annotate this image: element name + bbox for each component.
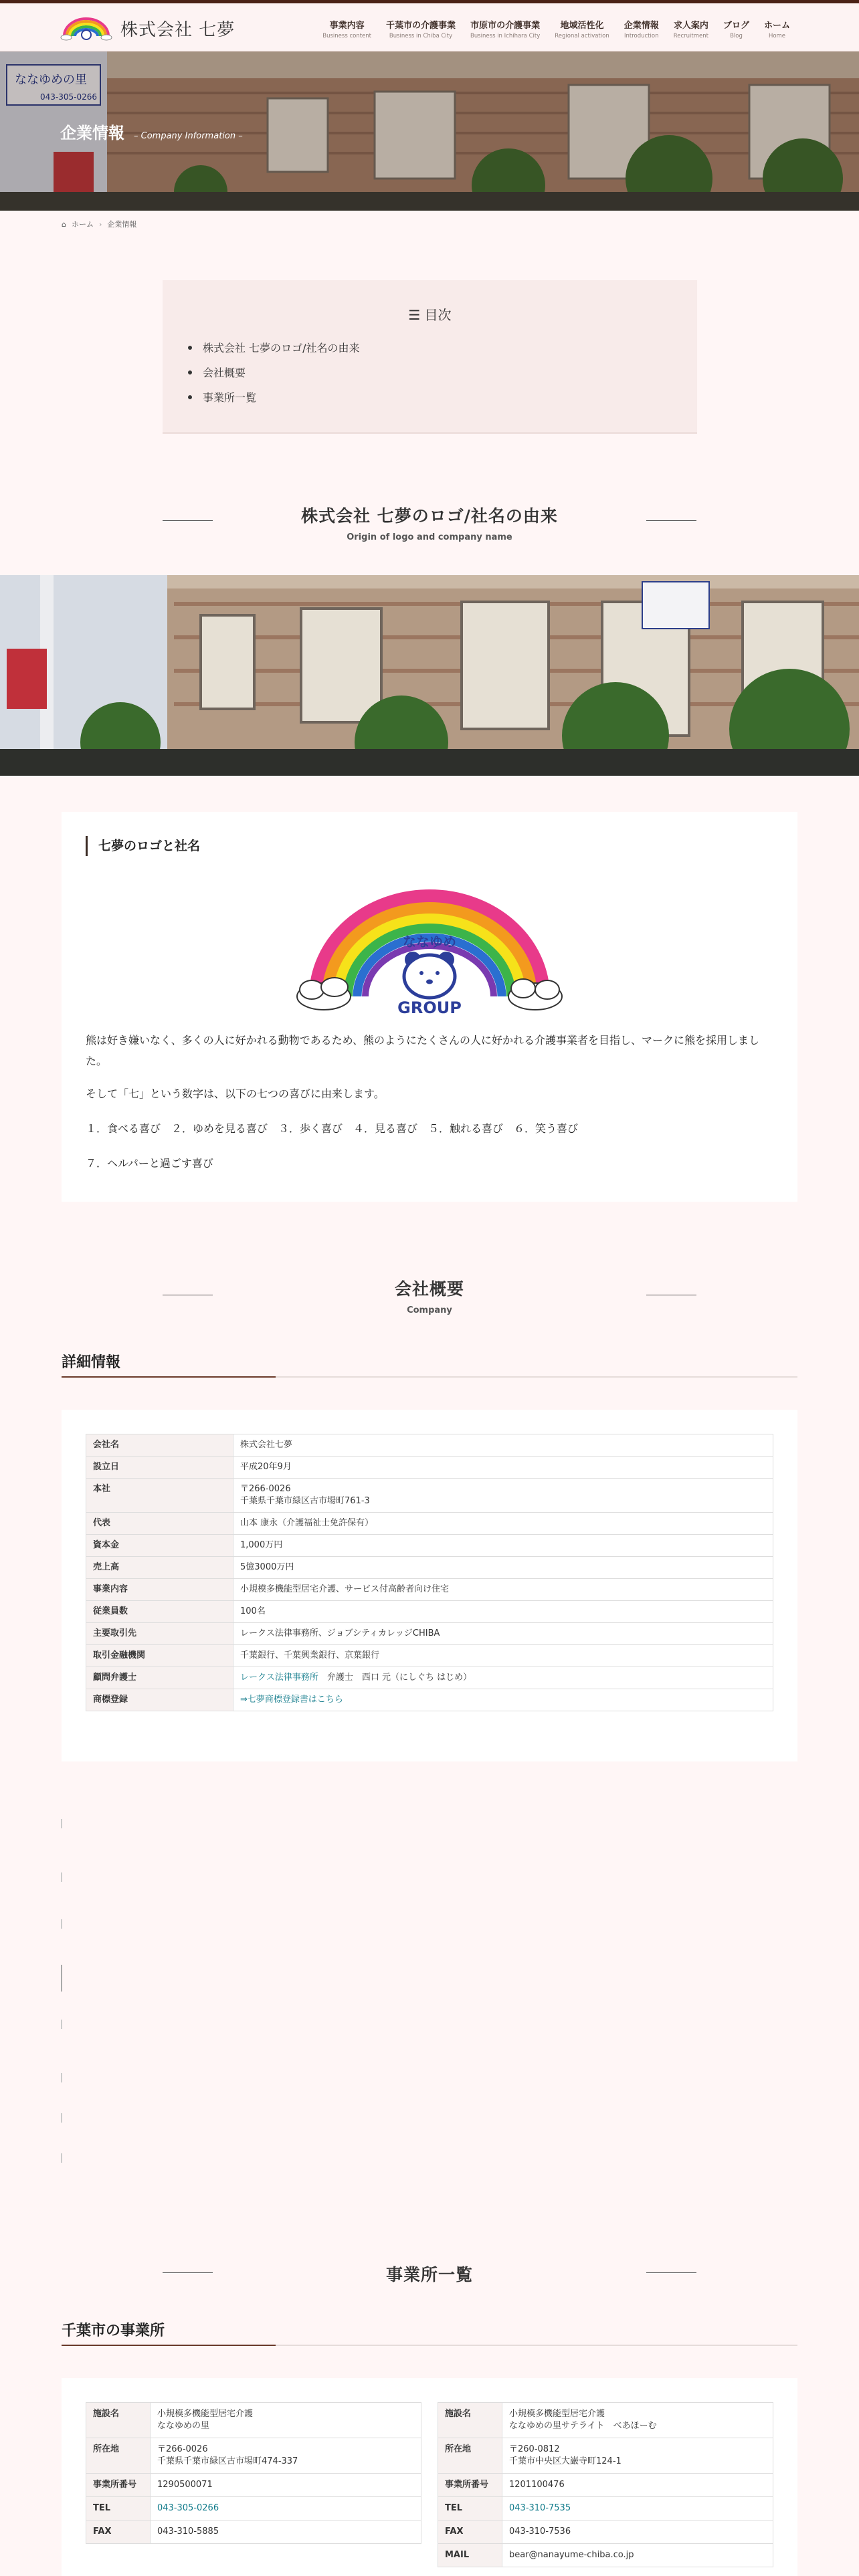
table-row xyxy=(438,2520,773,2544)
hero-title xyxy=(60,120,243,143)
origin-paragraph: ７．ヘルパーと過ごす喜び xyxy=(86,1157,213,1170)
table-row xyxy=(86,1579,773,1601)
row-label: 資本金 xyxy=(86,1535,233,1557)
section-heading-company xyxy=(0,1276,859,1315)
row-value: 千葉銀行、千葉興業銀行、京葉銀行 xyxy=(233,1645,773,1667)
company-info-table xyxy=(86,1434,773,1711)
table-row xyxy=(86,2497,421,2520)
row-value xyxy=(233,1667,773,1689)
facility-name: ななゆめの里サテライト べあほーむ xyxy=(509,2421,657,2431)
row-value: 043-310-5885 xyxy=(151,2520,421,2544)
home-icon[interactable]: ⌂ xyxy=(62,219,66,229)
row-value: 043-310-7536 xyxy=(502,2520,773,2544)
nav-sub-label: Blog xyxy=(730,33,743,39)
row-label: 主要取引先 xyxy=(86,1623,233,1645)
phone-link[interactable]: 043-305-0266 xyxy=(157,2503,219,2513)
row-label: 事業所番号 xyxy=(86,2474,151,2497)
row-value: 100名 xyxy=(233,1601,773,1623)
toc-item[interactable] xyxy=(188,385,359,409)
nav-item-blog[interactable] xyxy=(716,15,757,42)
row-value: 1201100476 xyxy=(502,2474,773,2497)
section-subtitle: Origin of logo and company name xyxy=(347,532,512,542)
row-label: 会社名 xyxy=(86,1434,233,1457)
table-row xyxy=(438,2438,773,2474)
origin-paragraph: １．食べる喜び ２．ゆめを見る喜び ３．歩く喜び ４．見る喜び ５．触れる喜び ６．笑う喜び xyxy=(86,1122,579,1135)
table-row xyxy=(86,2438,421,2474)
nav-sub-label: Business in Chiba City xyxy=(389,33,453,39)
postal-code: 〒266-0026 xyxy=(157,2444,208,2454)
row-label: 取引金融機関 xyxy=(86,1645,233,1667)
table-row xyxy=(86,1457,773,1479)
table-row xyxy=(86,1513,773,1535)
building-photo xyxy=(0,575,859,776)
nav-label: 地域活性化 xyxy=(560,21,604,31)
table-row xyxy=(438,2544,773,2567)
hero-title-en: – Company Information – xyxy=(134,131,243,141)
nav-label: 企業情報 xyxy=(624,21,659,31)
section-heading-origin xyxy=(0,503,859,542)
list-icon: ☰ xyxy=(408,307,425,323)
row-label: 本社 xyxy=(86,1479,233,1513)
row-label: 事業所番号 xyxy=(438,2474,502,2497)
row-label: 売上高 xyxy=(86,1557,233,1579)
company-details-card xyxy=(62,1410,797,1761)
origin-paragraph: そして「七」という数字は、以下の七つの喜びに由来します。 xyxy=(86,1087,385,1100)
row-value: 株式会社七夢 xyxy=(233,1434,773,1457)
table-row xyxy=(86,1667,773,1689)
table-row xyxy=(86,1535,773,1557)
row-label: 所在地 xyxy=(438,2438,502,2474)
section-subtitle: Company xyxy=(407,1305,452,1315)
row-label: FAX xyxy=(86,2520,151,2544)
heading-rule xyxy=(62,2345,797,2346)
toc-item[interactable] xyxy=(188,335,359,360)
breadcrumb-home[interactable]: ホーム xyxy=(71,220,94,229)
origin-card xyxy=(62,812,797,1202)
nav-label: 千葉市の介護事業 xyxy=(386,21,456,31)
toc-item[interactable] xyxy=(188,360,359,385)
toc-list xyxy=(188,335,359,409)
row-label: 商標登録 xyxy=(86,1689,233,1711)
table-row xyxy=(86,1623,773,1645)
nav-sub-label: Business content xyxy=(322,33,371,39)
facility-type: 小規模多機能型居宅介護 xyxy=(509,2409,605,2419)
office-table-right xyxy=(438,2402,773,2567)
row-value: 5億3000万円 xyxy=(233,1557,773,1579)
nav-item-ichihara[interactable] xyxy=(463,15,547,42)
offices-card xyxy=(62,2378,797,2576)
details-heading: 詳細情報 xyxy=(62,1354,121,1371)
table-row xyxy=(86,1645,773,1667)
row-label: 施設名 xyxy=(86,2403,151,2438)
row-value: bear@nanayume-chiba.co.jp xyxy=(502,2544,773,2567)
row-value: 山本 康永（介護福祉士免許保有） xyxy=(233,1513,773,1535)
table-row xyxy=(438,2474,773,2497)
nav-label: ホーム xyxy=(763,21,790,31)
logo-text: 株式会社 七夢 xyxy=(120,19,235,40)
empty-embed-area xyxy=(61,1819,64,2167)
postal-code: 〒266-0026 xyxy=(240,1484,291,1494)
logo-text-bottom: GROUP xyxy=(397,998,462,1017)
nav-label: 求人案内 xyxy=(673,21,708,31)
chevron-right-icon: › xyxy=(98,219,102,229)
nav-label: ブログ xyxy=(723,21,749,31)
building-wide-photo xyxy=(0,575,859,776)
nav-item-chiba[interactable] xyxy=(379,15,463,42)
row-label: 所在地 xyxy=(86,2438,151,2474)
toc-item-label[interactable]: 事業所一覧 xyxy=(203,391,257,404)
nav-item-home[interactable] xyxy=(757,15,797,42)
hero-title-jp: 企業情報 xyxy=(60,124,124,142)
nav-sub-label: Recruitment xyxy=(673,33,708,39)
global-nav xyxy=(315,15,797,42)
table-row xyxy=(86,2520,421,2544)
row-value xyxy=(151,2403,421,2438)
toc-item-label[interactable]: 会社概要 xyxy=(203,366,246,379)
row-label: MAIL xyxy=(438,2544,502,2567)
row-value: 1290500071 xyxy=(151,2474,421,2497)
table-row xyxy=(438,2497,773,2520)
row-value: 小規模多機能型居宅介護、サービス付高齢者向け住宅 xyxy=(233,1579,773,1601)
row-label: FAX xyxy=(438,2520,502,2544)
office-table-left xyxy=(86,2402,421,2544)
table-of-contents xyxy=(163,280,697,434)
table-row xyxy=(438,2403,773,2438)
facility-name: ななゆめの里 xyxy=(157,2421,210,2431)
row-label: 施設名 xyxy=(438,2403,502,2438)
sign-tel: 043-305-0266 xyxy=(40,92,98,102)
table-row xyxy=(86,2474,421,2497)
nav-item-introduction[interactable] xyxy=(617,15,666,42)
card-title: 七夢のロゴと社名 xyxy=(86,836,200,856)
row-value xyxy=(233,1479,773,1513)
row-label: TEL xyxy=(438,2497,502,2520)
row-label: TEL xyxy=(86,2497,151,2520)
row-value xyxy=(502,2438,773,2474)
row-value: レークス法律事務所、ジョブシティカレッジCHIBA xyxy=(233,1623,773,1645)
rainbow-logo-icon xyxy=(60,15,112,41)
row-label: 設立日 xyxy=(86,1457,233,1479)
nav-label: 市原市の介護事業 xyxy=(470,21,541,31)
site-logo[interactable] xyxy=(60,11,281,45)
row-value xyxy=(502,2403,773,2438)
row-label: 事業内容 xyxy=(86,1579,233,1601)
toc-title: 目次 xyxy=(424,307,452,323)
section-title: 株式会社 七夢のロゴ/社名の由来 xyxy=(301,506,558,526)
sign-name: ななゆめの里 xyxy=(15,73,87,87)
nav-sub-label: Home xyxy=(768,33,786,39)
row-value xyxy=(502,2497,773,2520)
nav-sub-label: Introduction xyxy=(624,33,659,39)
toc-header xyxy=(163,304,697,324)
row-label: 従業員数 xyxy=(86,1601,233,1623)
hero-banner xyxy=(0,51,859,211)
breadcrumb-current: 企業情報 xyxy=(107,220,137,229)
table-row xyxy=(86,1601,773,1623)
row-value xyxy=(233,1689,773,1711)
address: 千葉県千葉市緑区古市場町474-337 xyxy=(157,2456,298,2466)
row-label: 代表 xyxy=(86,1513,233,1535)
nav-item-business[interactable] xyxy=(315,15,379,42)
nav-label: 事業内容 xyxy=(329,21,365,31)
row-label: 顧問弁護士 xyxy=(86,1667,233,1689)
table-row xyxy=(86,1479,773,1513)
section-title: 事業所一覧 xyxy=(385,2265,473,2284)
table-row xyxy=(86,1434,773,1457)
phone-link[interactable]: 043-310-7535 xyxy=(509,2503,571,2513)
address: 千葉県千葉市緑区古市場町761-3 xyxy=(240,1496,370,1506)
breadcrumb xyxy=(62,219,136,229)
nav-item-recruitment[interactable] xyxy=(666,15,716,42)
table-row xyxy=(86,2403,421,2438)
section-heading-offices xyxy=(0,2262,859,2286)
lawyer-name: 弁護士 西口 元（にしぐち はじめ） xyxy=(318,1673,472,1683)
nav-sub-label: Regional activation xyxy=(555,33,609,39)
rainbow-bear-logo-icon xyxy=(296,876,563,1021)
table-row xyxy=(86,1557,773,1579)
postal-code: 〒260-0812 xyxy=(509,2444,560,2454)
nav-item-regional[interactable] xyxy=(547,15,616,42)
site-header xyxy=(0,3,859,51)
table-row xyxy=(86,1689,773,1711)
row-value xyxy=(151,2438,421,2474)
facility-type: 小規模多機能型居宅介護 xyxy=(157,2409,254,2419)
address: 千葉市中央区大巌寺町124-1 xyxy=(509,2456,622,2466)
toc-item-label[interactable]: 株式会社 七夢のロゴ/社名の由来 xyxy=(203,342,360,354)
row-value xyxy=(151,2497,421,2520)
trademark-link[interactable]: ⇒七夢商標登録書はこちら xyxy=(240,1695,343,1705)
logo-text-top: ななゆめ xyxy=(403,934,456,950)
nav-sub-label: Business in Ichihara City xyxy=(470,33,541,39)
row-value: 1,000万円 xyxy=(233,1535,773,1557)
section-title: 会社概要 xyxy=(394,1279,464,1299)
origin-paragraph: 熊は好き嫌いなく、多くの人に好かれる動物であるため、熊のようにたくさんの人に好かれる介護事業者を目指し、マークに熊を採用しました。 xyxy=(86,1034,760,1067)
heading-rule xyxy=(62,1376,797,1378)
law-firm-link[interactable]: レークス法律事務所 xyxy=(240,1673,318,1683)
row-value: 平成20年9月 xyxy=(233,1457,773,1479)
offices-heading: 千葉市の事業所 xyxy=(62,2323,165,2339)
